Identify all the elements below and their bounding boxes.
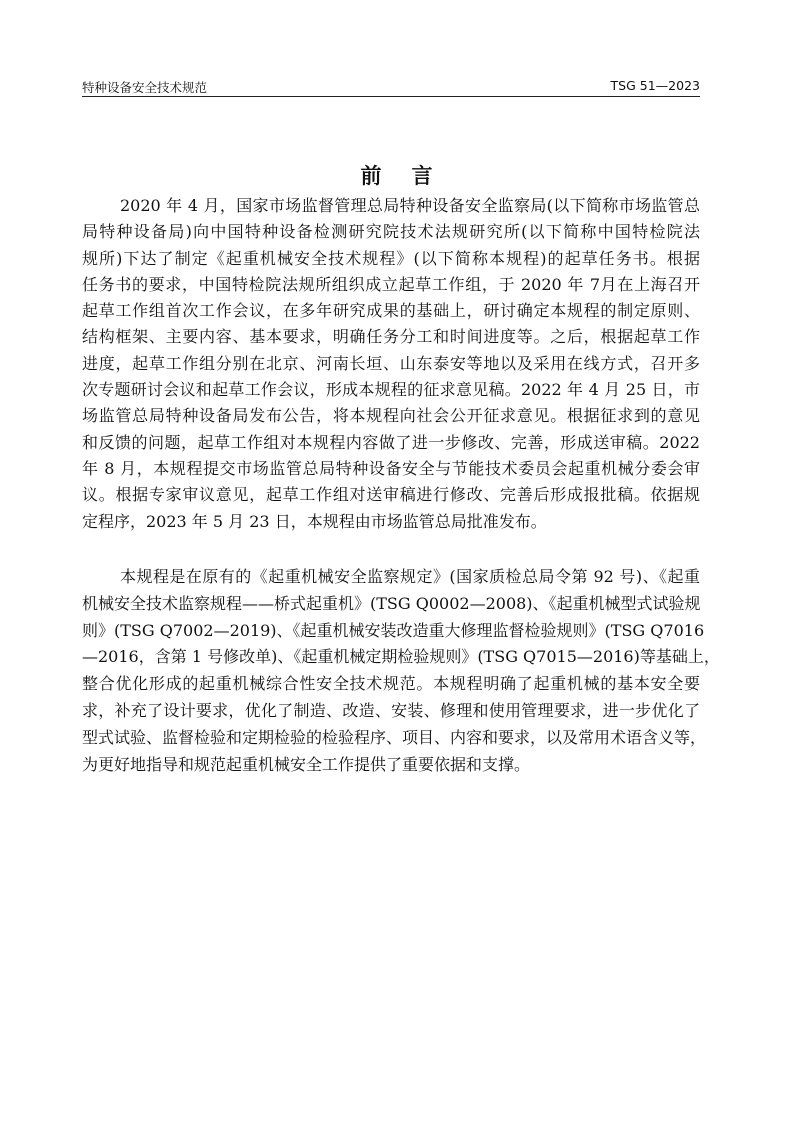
paragraph-line: 场监管总局特种设备局发布公告，将本规程向社会公开征求意见。根据征求到的意见: [82, 406, 700, 426]
paragraph-line: 进度，起草工作组分别在北京、河南长垣、山东泰安等地以及采用在线方式，召开多: [82, 353, 700, 373]
paragraph-line: 型式试验、监督检验和定期检验的检验程序、项目、内容和要求，以及常用术语含义等，: [82, 727, 707, 747]
paragraph-line: 结构框架、主要内容、基本要求，明确任务分工和时间进度等。之后，根据起草工作: [82, 327, 700, 347]
paragraph-line: 本规程是在原有的《起重机械安全监察规定》(国家质检总局令第 92 号)、《起重: [120, 567, 700, 586]
paragraph-line: 规所)下达了制定《起重机械安全技术规程》(以下简称本规程)的起草任务书。根据: [82, 248, 700, 268]
paragraph-line: —2016，含第 1 号修改单)、《起重机械定期检验规则》(TSG Q7015—2016)等基础上，: [82, 647, 720, 667]
paragraph-line: 为更好地指导和规范起重机械安全工作提供了重要依据和支撑。: [82, 754, 531, 774]
paragraph-line: 起草工作组首次工作会议，在多年研究成果的基础上，研讨确定本规程的制定原则、: [82, 301, 700, 321]
paragraph-line: 议。根据专家审议意见，起草工作组对送审稿进行修改、完善后形成报批稿。依据规: [82, 485, 700, 505]
paragraph-line: 定程序，2023 年 5 月 23 日，本规程由市场监管总局批准发布。: [82, 511, 547, 531]
paragraph-line: 任务书的要求，中国特检院法规所组织成立起草工作组，于 2020 年 7月在上海召开: [82, 274, 700, 294]
paragraph-2: [82, 564, 720, 778]
paragraph-line: 求，补充了设计要求，优化了制造、改造、安装、修理和使用管理要求，进一步优化了: [82, 700, 700, 720]
paragraph-line: 2020 年 4 月，国家市场监督管理总局特种设备安全监察局(以下简称市场监管总: [120, 196, 700, 215]
header-document-type: 特种设备安全技术规范: [82, 80, 208, 95]
header-document-code: TSG 51—2023: [610, 78, 700, 93]
paragraph-1: [82, 193, 700, 535]
paragraph-line: 次专题研讨会议和起草工作会议，形成本规程的征求意见稿。2022 年 4 月 25 日，市: [82, 380, 700, 400]
paragraph-line: 则》(TSG Q7002—2019)、《起重机械安装改造重大修理监督检验规则》(TSG Q7016: [82, 620, 705, 640]
section-title: 前言: [360, 164, 463, 188]
paragraph-line: 年 8 月，本规程提交市场监管总局特种设备安全与节能技术委员会起重机械分委会审: [82, 458, 700, 478]
paragraph-line: 和反馈的问题，起草工作组对本规程内容做了进一步修改、完善，形成送审稿。2022: [82, 432, 700, 452]
paragraph-line: 机械安全技术监察规程——桥式起重机》(TSG Q0002—2008)、《起重机械型式试验规: [82, 593, 701, 613]
paragraph-line: 整合优化形成的起重机械综合性安全技术规范。本规程明确了起重机械的基本安全要: [82, 674, 700, 694]
paragraph-line: 局特种设备局)向中国特种设备检测研究院技术法规研究所(以下简称中国特检院法: [82, 222, 700, 242]
page-header: [82, 78, 700, 97]
